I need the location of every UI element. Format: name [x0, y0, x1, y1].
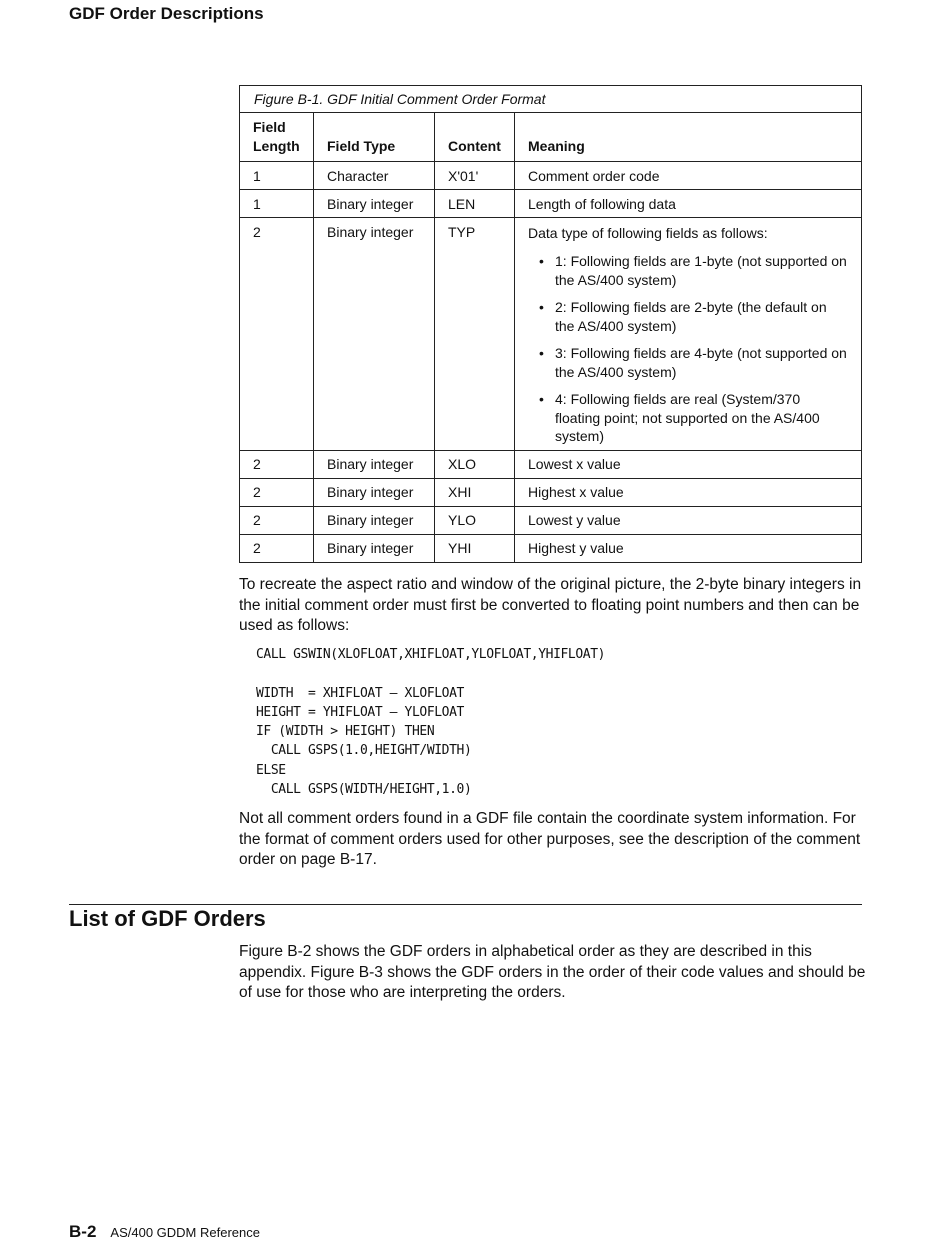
cell-type: Binary integer — [314, 450, 435, 478]
list-item: • 1: Following fields are 1-byte (not supported on the AS/400 system) — [528, 252, 848, 289]
list-item: • 3: Following fields are 4-byte (not supported on the AS/400 system) — [528, 344, 848, 381]
cell-type: Binary integer — [314, 218, 435, 451]
data-type-list — [528, 252, 848, 446]
table-row — [240, 190, 862, 218]
cell-meaning: Lowest x value — [515, 450, 862, 478]
paragraph-aspect-ratio: To recreate the aspect ratio and window of the original picture, the 2-byte binary integers in the initial comment order must first be converted to floating point numbers and then can be used as follows: — [239, 576, 862, 634]
column-header-field-length-line2: Length — [253, 138, 300, 154]
table-row — [240, 450, 862, 478]
table-caption-row — [240, 86, 862, 113]
figure-b1-table — [239, 85, 862, 563]
column-header-field-length-line1: Field — [253, 119, 286, 135]
cell-length: 2 — [240, 218, 314, 451]
column-header-field-length — [240, 113, 314, 162]
paragraph-list-of-orders: Figure B-2 shows the GDF orders in alphabetical order as they are described in this appendix. Figure B-3 shows the GDF orders in the order of their code values and should be of use for those who are interpreting the orders. — [239, 943, 866, 1001]
cell-type: Binary integer — [314, 478, 435, 506]
table-row — [240, 506, 862, 534]
cell-content: YLO — [435, 506, 515, 534]
table-row — [240, 534, 862, 562]
cell-meaning: Length of following data — [515, 190, 862, 218]
column-header-field-type: Field Type — [314, 113, 435, 162]
section-title: List of GDF Orders — [69, 906, 266, 931]
figure-caption: Figure B-1. GDF Initial Comment Order Format — [240, 86, 862, 113]
column-header-meaning: Meaning — [515, 113, 862, 162]
cell-content: X'01' — [435, 162, 515, 190]
table-row — [240, 162, 862, 190]
cell-content: XLO — [435, 450, 515, 478]
column-header-content: Content — [435, 113, 515, 162]
cell-content: LEN — [435, 190, 515, 218]
cell-length: 1 — [240, 162, 314, 190]
page-footer — [69, 1222, 260, 1242]
book-title: AS/400 GDDM Reference — [110, 1225, 260, 1240]
code-sample: CALL GSWIN(XLOFLOAT,XHIFLOAT,YLOFLOAT,YHIFLOAT) WIDTH = XHIFLOAT – XLOFLOAT HEIGHT = YHIFLOAT – YLOFLOAT IF (WIDTH > HEIGHT) THEN CALL GSPS(1.0,HEIGHT/WIDTH) ELSE CALL GSPS(WIDTH/HEIGHT,1.0) — [256, 647, 606, 798]
table-row — [240, 218, 862, 451]
cell-meaning: Comment order code — [515, 162, 862, 190]
page-number: B-2 — [69, 1222, 97, 1241]
table-header-row — [240, 113, 862, 162]
list-item: • 4: Following fields are real (System/370 floating point; not supported on the AS/400 system) — [528, 390, 848, 446]
cell-length: 2 — [240, 478, 314, 506]
section-divider — [69, 904, 862, 905]
cell-content: XHI — [435, 478, 515, 506]
cell-type: Binary integer — [314, 506, 435, 534]
cell-content: YHI — [435, 534, 515, 562]
cell-type: Binary integer — [314, 190, 435, 218]
table-row — [240, 478, 862, 506]
cell-length: 1 — [240, 190, 314, 218]
paragraph-comment-orders: Not all comment orders found in a GDF file contain the coordinate system information. For the format of comment orders used for other purposes, see the description of the comment order on page B-17. — [239, 810, 861, 868]
cell-meaning: Highest x value — [515, 478, 862, 506]
cell-type: Character — [314, 162, 435, 190]
cell-length: 2 — [240, 450, 314, 478]
running-header-title: GDF Order Descriptions — [69, 4, 264, 23]
meaning-intro-text: Data type of following fields as follows: — [528, 225, 768, 241]
list-item: • 2: Following fields are 2-byte (the default on the AS/400 system) — [528, 298, 848, 335]
cell-meaning — [515, 218, 862, 451]
cell-meaning: Highest y value — [515, 534, 862, 562]
cell-type: Binary integer — [314, 534, 435, 562]
cell-meaning: Lowest y value — [515, 506, 862, 534]
cell-length: 2 — [240, 506, 314, 534]
cell-content: TYP — [435, 218, 515, 451]
cell-length: 2 — [240, 534, 314, 562]
